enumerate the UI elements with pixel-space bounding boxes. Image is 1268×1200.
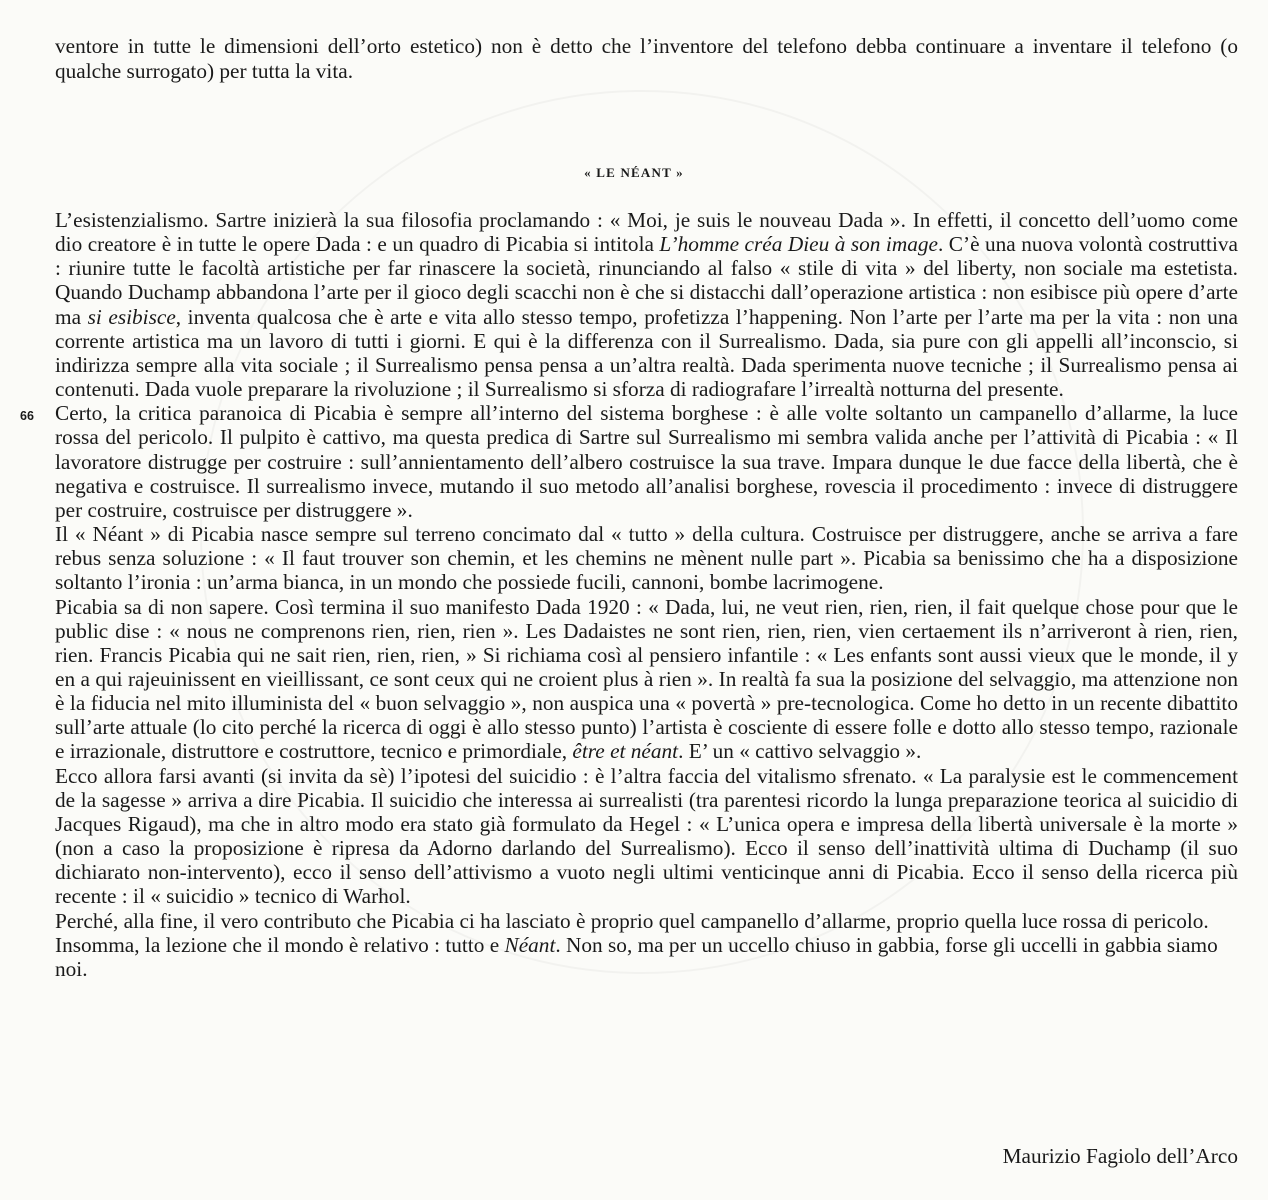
paragraph-2 [55, 401, 1238, 522]
text-run: . Non so, ma per un uccello chiuso in gabbia, forse gli uccelli in gabbia siamo noi. [55, 932, 1218, 981]
text-run: , inventa qualcosa che è arte e vita allo stesso tempo, profetizza l’happening. Non l’arte per l’arte ma per la vita : non una corrente artistica ma un lavoro di tutti i giorni. E qui è la differenza con il Surrealismo. Dada, sia pure con gli appelli all’inconscio, si indirizza sempre alla vita sociale ; il Surrealismo pensa pensa a un’altra realtà. Dada sperimenta nuove tecniche ; il Surrealismo pensa ai contenuti. Dada vuole preparare la rivoluzione ; il Surrealismo si sforza di radiografare l’irrealtà notturna del presente. [55, 304, 1238, 402]
italic-word: Néant [504, 932, 556, 957]
text-run: L’esistenzialismo. Sartre inizierà la sua filosofia proclamando : « Moi, je suis le nouveau Dada ». In effetti, il concetto dell’uomo come dio creatore è in tutte le opere Dada : e un quadro di Picabia si intitola [55, 208, 1238, 257]
paragraph-1 [55, 208, 1238, 401]
italic-phrase: être et néant [572, 739, 679, 764]
text-run: Picabia sa di non sapere. Così termina il suo manifesto Dada 1920 : « Dada, lui, ne veut rien, rien, rien, il fait quelque chose pour que le public dise : « nous ne comprenons rien, rien, rien ». Les Dadaistes ne sont rien, rien, rien, vien certaement ils n’arriveront à rien, rien, rien. Francis Picabia qui ne sait rien, rien, rien, » Si richiama così al pensiero infantile : « Les enfants sont aussi vieux que le monde, il y en a qui rajeuinissent en vieillissant, ce sont ceux qui ne croient plus à rien ». In realtà fa sua la posizione del selvaggio, ma attenzione non è la fiducia nel mito illuminista del « buon selvaggio », non auspica una « povertà » pre-tecnologica. Come ho detto in un recente dibattito sull’arte attuale (lo cito perché la ricerca di oggi è allo stesso punto) l’artista è cosciente di essere folle e dotto allo stesso tempo, razionale e irrazionale, distruttore e costruttore, tecnico e primordiale, [55, 594, 1238, 764]
paragraph-6 [55, 909, 1238, 981]
paragraph-5 [55, 764, 1238, 909]
text-run: Ecco allora farsi avanti (si invita da sè) l’ipotesi del suicidio : è l’altra faccia del vitalismo sfrenato. « La paralysie est le commencement de la sagesse » arriva a dire Picabia. Il suicidio che interessa ai surrealisti (tra parentesi ricordo la lunga preparazione teorica al suicidio di Jacques Rigaud), ma che in altro modo era stato già formulato da Hegel : « L’unica opera e impresa della libertà universale è la morte » (non a caso la proposizione è ripresa da Adorno darlando del Surrealismo). Ecco il senso dell’inattività ultima di Duchamp (il suo dichiarato non-intervento), ecco il senso dell’attivismo a vuoto negli ultimi venticinque anni di Picabia. Ecco il senso della ricerca più recente : il « suicidio » tecnico di Warhol. [55, 763, 1238, 909]
italic-title: L’homme créa Dieu à son image [659, 232, 938, 257]
paragraph-4 [55, 595, 1238, 764]
page-number: 66 [20, 409, 34, 423]
intro-paragraph: ventore in tutte le dimensioni dell’orto estetico) non è detto che l’inventore del telefono debba continuare a inventare il telefono (o qualche surrogato) per tutta la vita. [55, 34, 1238, 84]
text-run: . C’è una nuova volontà costruttiva : riunire tutte le facoltà artistiche per far rinascere la società, rinunciando al falso « stile di vita » del liberty, non sociale ma estetista. Quando Duchamp abbandona l’arte per il gioco degli scacchi non è che si distacchi dall’operazione artistica : non esibisce più opere d’arte ma [55, 232, 1238, 329]
text-run: Certo, la critica paranoica di Picabia è sempre all’interno del sistema borghese : è alle volte soltanto un campanello d’allarme, la luce rossa del pericolo. Il pulpito è cattivo, ma questa predica di Sartre sul Surrealismo mi sembra valida anche per l’attività di Picabia : « Il lavoratore distrugge per costruire : sull’annientamento dell’albero costruisce la sua trave. Impara dunque le due facce della libertà, che è negativa e costruisce. Il surrealismo invece, mutando il suo metodo all’analisi borghese, rovescia il procedimento : invece di distruggere per costruire, costruisce per distruggere ». [55, 401, 1238, 522]
section-title: « LE NÉANT » [584, 165, 684, 180]
text-run: Il « Néant » di Picabia nasce sempre sul terreno concimato dal « tutto » della cultura. Costruisce per distruggere, anche se arriva a fare rebus senza soluzione : « Il faut trouver son chemin, et les chemins ne mènent nulle part ». Picabia sa benissimo che ha a disposizione soltanto l’ironia : un’arma bianca, in un mondo che possiede fucili, cannoni, bombe lacrimogene. [55, 522, 1238, 595]
italic-phrase: si esibisce [87, 304, 176, 329]
text-run: Perché, alla fine, il vero contributo che Picabia ci ha lasciato è proprio quel campanello d’allarme, proprio quella luce rossa di pericolo. Insomma, la lezione che il mondo è relativo : tutto e [55, 908, 1209, 957]
text-run: . E’ un « cattivo selvaggio ». [678, 739, 922, 764]
article-body [55, 208, 1238, 981]
author-signature: Maurizio Fagiolo dell’Arco [1002, 1144, 1238, 1168]
paragraph-3 [55, 522, 1238, 594]
